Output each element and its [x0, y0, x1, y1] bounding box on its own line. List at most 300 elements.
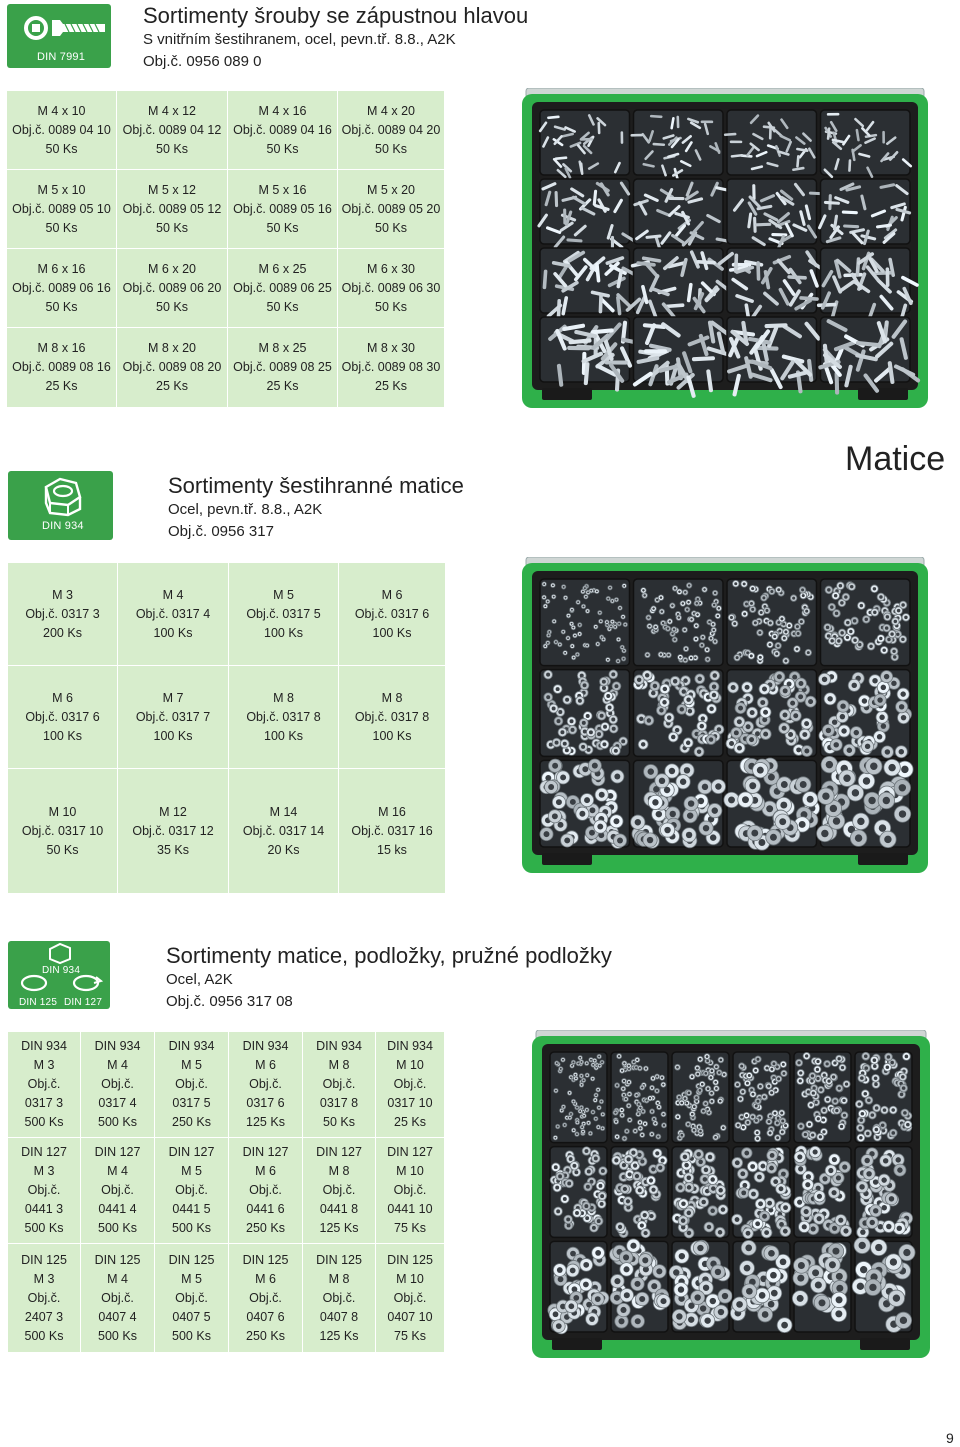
nut-hole: [696, 1073, 699, 1076]
nut-hole: [788, 732, 793, 737]
cell-line: Obj.č.: [393, 1290, 427, 1305]
nut-hole: [599, 1065, 601, 1067]
nut-hole: [693, 1105, 696, 1108]
nut-hole: [830, 605, 833, 608]
latch: [542, 853, 592, 865]
cell-line: Obj.č.: [101, 1077, 134, 1091]
section2-title: Sortimenty šestihranné matice: [168, 473, 464, 498]
screw-mark: [694, 358, 713, 359]
nut-hole: [842, 1164, 847, 1169]
nut-hole: [544, 605, 546, 607]
cell-line: Obj.č.: [322, 1290, 356, 1305]
nut-hole: [869, 1284, 876, 1291]
nut-hole: [645, 1067, 647, 1069]
cell-line: DIN 125: [94, 1252, 141, 1267]
screw-mark: [843, 212, 856, 213]
nut-hole: [865, 618, 868, 621]
nut-hole: [667, 715, 671, 719]
table-cell: [8, 563, 118, 666]
nut-hole: [783, 713, 788, 718]
cell-line: 500 Ks: [172, 1328, 211, 1343]
nut-hole: [587, 591, 589, 593]
nut-hole: [576, 1107, 578, 1109]
nut-hole: [793, 713, 798, 718]
nut-hole: [890, 1258, 897, 1265]
nut-hole: [735, 1160, 740, 1165]
cell-line: Obj.č. 0317 8: [354, 709, 430, 724]
nut-hole: [860, 1266, 867, 1273]
screw-mark: [556, 158, 566, 159]
nut-hole: [614, 774, 620, 780]
screw-mark: [793, 168, 803, 170]
nut-hole: [572, 1061, 574, 1063]
cell-line: 100 Ks: [372, 728, 412, 743]
nut-hole: [634, 1281, 640, 1287]
nut-hole: [828, 1168, 833, 1173]
table-cell: [338, 328, 444, 407]
nut-hole: [760, 611, 763, 614]
nut-hole: [804, 1209, 809, 1214]
nut-hole: [837, 1057, 840, 1060]
nut-hole: [674, 638, 676, 640]
nut-hole: [728, 796, 735, 803]
nut-hole: [595, 626, 597, 628]
nut-hole: [675, 728, 679, 732]
nut-hole: [834, 742, 839, 747]
nut-hole: [610, 625, 612, 627]
cell-line: 25 Ks: [45, 379, 78, 393]
nut-hole: [574, 635, 576, 637]
cell-line: Obj.č.: [393, 1077, 427, 1091]
nut-hole: [565, 748, 569, 752]
nut-hole: [606, 694, 610, 698]
nut-hole: [657, 1102, 659, 1104]
nut-hole: [609, 587, 611, 589]
nut-hole: [680, 779, 686, 785]
nut-hole: [890, 1061, 894, 1065]
badge-label-top: DIN 934: [42, 965, 81, 976]
nut-hole: [673, 628, 675, 630]
nut-hole: [858, 1102, 862, 1106]
nut-hole: [678, 1096, 681, 1099]
nut-hole: [696, 1067, 699, 1070]
section2-order-no: Obj.č. 0956 317: [168, 523, 274, 540]
nut-hole: [706, 658, 708, 660]
nut-hole: [663, 687, 667, 691]
nut-hole: [570, 799, 576, 805]
nut-hole: [684, 1163, 689, 1168]
nut-hole: [796, 747, 801, 752]
nut-hole: [774, 1112, 777, 1115]
nut-hole: [630, 1243, 636, 1249]
nut-hole: [873, 1058, 877, 1062]
nut-hole: [897, 1226, 902, 1231]
table-cell: [8, 666, 118, 769]
cell-line: 50 Ks: [323, 1115, 355, 1129]
nut-hole: [678, 616, 680, 618]
nut-hole: [625, 1098, 627, 1100]
nut-hole: [770, 1068, 773, 1071]
nut-hole: [751, 830, 758, 837]
nut-hole: [808, 699, 813, 704]
nut-hole: [840, 703, 845, 708]
nut-hole: [804, 721, 809, 726]
nut-hole: [557, 1267, 563, 1273]
cell-line: Obj.č.: [175, 1183, 208, 1197]
nut-hole: [904, 616, 907, 619]
nut-hole: [646, 654, 648, 656]
cell-line: M 7: [162, 690, 184, 705]
nut-hole: [583, 1282, 589, 1288]
nut-hole: [891, 681, 896, 686]
nut-hole: [633, 1061, 635, 1063]
nut-hole: [799, 1125, 802, 1128]
nut-hole: [887, 1055, 891, 1059]
nut-hole: [816, 1077, 819, 1080]
nut-hole: [714, 640, 716, 642]
nut-hole: [762, 1311, 769, 1318]
screw-mark: [725, 134, 735, 135]
nut-hole: [654, 1122, 656, 1124]
nut-hole: [834, 594, 837, 597]
nut-hole: [797, 1200, 802, 1205]
cell-line: 125 Ks: [319, 1221, 359, 1235]
nut-hole: [698, 798, 704, 804]
table-cell: [118, 769, 229, 893]
cell-line: DIN 934: [316, 1039, 362, 1053]
cell-line: 25 Ks: [156, 379, 188, 393]
nut-hole: [641, 1086, 643, 1088]
nut-hole: [619, 607, 621, 609]
nut-hole: [855, 834, 862, 841]
cell-line: M 5: [181, 1058, 202, 1072]
nut-hole: [680, 707, 684, 711]
nut-hole: [836, 1285, 843, 1292]
screw-mark: [544, 271, 545, 287]
nut-hole: [860, 1076, 864, 1080]
nut-hole: [655, 1151, 659, 1155]
cell-line: 0407 8: [319, 1309, 359, 1324]
table-cell: [117, 170, 228, 249]
nut-hole: [734, 730, 739, 735]
nut-hole: [687, 1231, 692, 1236]
nut-hole: [629, 1119, 631, 1121]
nut-hole: [859, 1118, 863, 1122]
nut-hole: [781, 781, 788, 788]
nut-hole: [640, 1159, 644, 1163]
nut-hole: [634, 1130, 636, 1132]
nut-hole: [746, 1121, 749, 1124]
nut-hole: [583, 1123, 585, 1125]
nut-hole: [757, 1058, 760, 1061]
nut-hole: [684, 1097, 687, 1100]
nut-hole: [680, 1102, 683, 1105]
nut-hole: [755, 1105, 758, 1108]
screw-mark: [597, 265, 599, 281]
nut-hole: [751, 587, 754, 590]
nut-hole: [614, 626, 616, 628]
nut-hole: [621, 1070, 623, 1072]
nut-hole: [571, 623, 573, 625]
nut-hole: [718, 1188, 723, 1193]
nut-hole: [900, 691, 905, 696]
section1-title: Sortimenty šrouby se zápustnou hlavou: [143, 3, 529, 28]
cell-line: 500 Ks: [98, 1221, 137, 1235]
screw-mark: [568, 240, 581, 241]
nut-hole: [567, 1182, 571, 1186]
nut-hole: [751, 1192, 756, 1197]
cell-line: 0441 8: [319, 1202, 359, 1216]
nut-hole: [659, 708, 663, 712]
nut-hole: [703, 1177, 708, 1182]
din-934-badge: [8, 471, 113, 540]
table-cell: [339, 769, 445, 893]
nut-hole: [624, 624, 626, 626]
nut-hole: [779, 1186, 784, 1191]
nut-hole: [681, 1218, 686, 1223]
nut-hole: [736, 656, 739, 659]
nut-hole: [780, 1258, 787, 1265]
nut-hole: [548, 634, 550, 636]
nut-hole: [745, 1245, 752, 1252]
nut-hole: [648, 768, 654, 774]
nut-hole: [548, 631, 550, 633]
screw-mark: [698, 262, 714, 263]
nut-hole: [570, 1251, 576, 1257]
cell-line: DIN 125: [168, 1252, 215, 1267]
nut-hole: [901, 603, 904, 606]
nut-hole: [555, 641, 557, 643]
nut-hole: [704, 1317, 710, 1323]
nut-hole: [611, 718, 615, 722]
nut-hole: [679, 656, 681, 658]
nut-hole: [748, 1074, 751, 1077]
nut-hole: [683, 629, 685, 631]
nut-hole: [735, 1217, 740, 1222]
nut-hole: [736, 1083, 739, 1086]
nut-hole: [717, 615, 719, 617]
nut-hole: [802, 1224, 807, 1229]
nut-hole: [673, 1269, 679, 1275]
cell-line: 250 Ks: [246, 1221, 285, 1235]
nut-hole: [690, 657, 692, 659]
nut-hole: [620, 1307, 626, 1313]
nut-hole: [859, 1184, 864, 1189]
nut-hole: [757, 767, 764, 774]
nut-hole: [710, 637, 712, 639]
nut-hole: [659, 778, 665, 784]
nut-hole: [671, 735, 675, 739]
nut-hole: [811, 1074, 814, 1077]
nut-hole: [712, 684, 716, 688]
nut-hole: [815, 1282, 822, 1289]
cell-line: Obj.č. 0317 8: [246, 709, 321, 724]
table-cell: [339, 563, 445, 666]
nut-hole: [579, 1057, 581, 1059]
nut-hole: [564, 652, 566, 654]
nut-hole: [582, 591, 584, 593]
cell-line: 75 Ks: [394, 1221, 426, 1235]
nut-hole: [585, 596, 587, 598]
nut-hole: [782, 1072, 785, 1075]
nut-hole: [770, 590, 773, 593]
nut-hole: [714, 1081, 717, 1084]
nut-hole: [710, 1177, 715, 1182]
nut-hole: [556, 687, 560, 691]
nut-hole: [845, 1082, 848, 1085]
nut-hole: [835, 612, 838, 615]
nut-hole: [896, 1157, 901, 1162]
nut-hole: [683, 678, 687, 682]
cell-line: 50 Ks: [156, 141, 188, 156]
nut-hole: [592, 1078, 594, 1080]
screw-mark: [857, 130, 859, 140]
nut-hole: [841, 728, 846, 733]
nut-hole: [882, 1205, 887, 1210]
nut-hole: [849, 630, 852, 633]
cell-line: M 6 x 30: [367, 261, 415, 276]
nut-hole: [602, 686, 606, 690]
nut-hole: [656, 811, 662, 817]
nut-hole: [740, 1065, 743, 1068]
table-cell: [376, 1138, 444, 1244]
cell-line: 50 Ks: [375, 299, 407, 314]
nut-hole: [890, 632, 893, 635]
nut-hole: [858, 643, 861, 646]
nut-hole: [832, 1226, 837, 1231]
nut-hole: [805, 610, 808, 613]
nut-hole: [893, 1295, 900, 1302]
screw-mark: [594, 191, 595, 204]
nut-hole: [718, 1230, 723, 1235]
section1-subtitle: S vnitřním šestihranem, ocel, pevn.tř. 8.8., A2K: [143, 31, 456, 48]
nut-hole: [635, 1318, 641, 1324]
nut-hole: [719, 1100, 722, 1103]
nut-hole: [769, 1132, 772, 1135]
nut-hole: [628, 1172, 632, 1176]
nut-hole: [589, 1316, 595, 1322]
nut-hole: [894, 620, 897, 623]
table-cell: [229, 769, 339, 893]
cell-line: M 6 x 25: [258, 261, 307, 276]
nut-hole: [643, 1213, 647, 1217]
nut-hole: [560, 774, 566, 780]
nut-hole: [780, 1112, 783, 1115]
cell-line: M 4: [107, 1058, 128, 1072]
nut-hole: [776, 1122, 779, 1125]
nut-hole: [767, 1120, 770, 1123]
nut-hole: [832, 1075, 835, 1078]
nut-hole: [570, 1268, 576, 1274]
nut-hole: [754, 1069, 757, 1072]
nut-hole: [879, 637, 882, 640]
nut-hole: [886, 1065, 890, 1069]
latch: [858, 388, 908, 400]
cell-line: M 8 x 30: [367, 341, 415, 355]
nut-hole: [860, 1229, 865, 1234]
nut-hole: [901, 766, 908, 773]
nut-hole: [737, 1124, 740, 1127]
nut-hole: [826, 626, 829, 629]
nut-hole: [875, 1106, 879, 1110]
nut-hole: [571, 728, 575, 732]
nut-hole: [611, 672, 615, 676]
nut-hole: [667, 627, 669, 629]
nut-hole: [578, 699, 582, 703]
nut-hole: [643, 594, 645, 596]
cell-line: M 8 x 20: [148, 341, 196, 355]
nut-hole: [600, 1194, 604, 1198]
nut-hole: [687, 812, 693, 818]
nut-hole: [879, 824, 886, 831]
cell-line: M 8: [328, 1164, 350, 1178]
cell-line: M 4 x 12: [148, 103, 196, 118]
nut-hole: [556, 799, 562, 805]
nut-hole: [688, 1092, 691, 1095]
nut-hole: [661, 1077, 663, 1079]
nut-hole: [746, 724, 751, 729]
nut-hole: [695, 1096, 698, 1099]
cell-line: DIN 125: [387, 1252, 433, 1267]
nut-hole: [563, 742, 567, 746]
nut-hole: [636, 1059, 638, 1061]
nut-hole: [563, 586, 565, 588]
nut-hole: [702, 1110, 705, 1113]
nut-hole: [770, 1153, 775, 1158]
nut-hole: [867, 1098, 871, 1102]
cell-line: 0317 4: [98, 1096, 137, 1110]
cell-line: 125 Ks: [246, 1115, 285, 1129]
nut-hole: [573, 1129, 575, 1131]
nut-hole: [602, 680, 606, 684]
nut-hole: [699, 1058, 702, 1061]
nut-hole: [582, 721, 586, 725]
nut-hole: [729, 741, 734, 746]
nut-hole: [556, 1062, 558, 1064]
nut-hole: [866, 1132, 870, 1136]
nut-hole: [720, 1059, 723, 1062]
nut-hole: [758, 1201, 763, 1206]
nut-hole: [683, 1155, 688, 1160]
nut-hole: [614, 749, 618, 753]
nut-hole: [885, 626, 888, 629]
nut-hole: [569, 1157, 573, 1161]
nut-hole: [596, 590, 598, 592]
cell-line: M 16: [378, 804, 406, 819]
nut-hole: [690, 618, 692, 620]
table-cell: [338, 170, 444, 249]
nut-hole: [555, 741, 559, 745]
nut-hole: [886, 615, 889, 618]
cell-line: 50 Ks: [45, 299, 78, 314]
nut-hole: [579, 811, 585, 817]
cell-line: Obj.č.: [322, 1183, 356, 1197]
nut-hole: [628, 1105, 630, 1107]
nut-hole: [772, 1062, 775, 1065]
nut-hole: [798, 1166, 803, 1171]
nut-hole: [750, 654, 753, 657]
nut-hole: [639, 1296, 645, 1302]
nut-hole: [769, 1166, 774, 1171]
nut-hole: [832, 1248, 839, 1255]
nut-hole: [633, 1164, 637, 1168]
cell-line: 100 Ks: [264, 625, 303, 640]
section2-subtitle: Ocel, pevn.tř. 8.8., A2K: [168, 501, 323, 518]
nut-hole: [684, 659, 686, 661]
nut-hole: [834, 1100, 837, 1103]
nut-hole: [756, 1100, 759, 1103]
nut-hole: [686, 741, 690, 745]
